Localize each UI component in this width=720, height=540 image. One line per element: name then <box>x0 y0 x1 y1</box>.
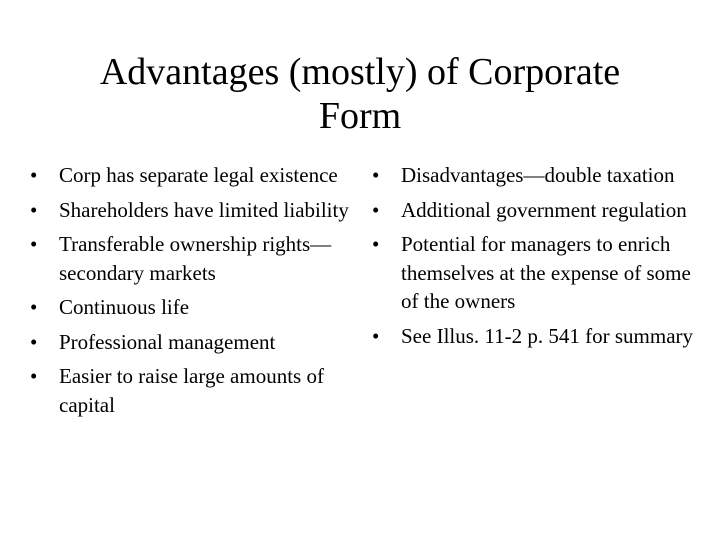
bullet-icon: • <box>30 364 38 388</box>
disadvantage-text: Disadvantages—double taxation <box>401 163 675 187</box>
advantage-text: Professional management <box>59 329 276 354</box>
disadvantage-item <box>372 230 710 316</box>
advantage-text: Transferable ownership rights—secondary markets <box>59 232 332 285</box>
slide-title-line-1: Advantages (mostly) of Corporate <box>99 51 621 93</box>
advantages-list <box>30 161 360 425</box>
bullet-icon: • <box>30 163 38 187</box>
bullet-icon: • <box>30 232 38 256</box>
bullet-icon: • <box>372 197 380 222</box>
disadvantage-text: Potential for managers to enrich themselves at the expense of some of the owners <box>401 232 691 313</box>
bullet-icon: • <box>372 163 380 187</box>
advantage-item <box>30 328 360 357</box>
disadvantage-item <box>372 322 710 351</box>
advantage-text: Shareholders have limited liability <box>59 197 349 222</box>
advantage-text: Easier to raise large amounts of capital <box>59 364 324 417</box>
disadvantages-list <box>372 161 710 356</box>
disadvantage-item <box>372 161 710 190</box>
advantage-item <box>30 362 360 419</box>
advantage-item <box>30 230 360 287</box>
slide-title <box>0 50 720 138</box>
advantage-item <box>30 293 360 322</box>
disadvantage-item <box>372 196 710 225</box>
slide-title-line-2: Form <box>318 95 402 137</box>
advantage-text: Continuous life <box>59 295 190 319</box>
bullet-icon: • <box>30 329 38 354</box>
bullet-icon: • <box>30 197 38 222</box>
bullet-icon: • <box>30 295 38 319</box>
bullet-icon: • <box>372 232 380 256</box>
advantage-text: Corp has separate legal existence <box>59 163 338 187</box>
disadvantage-text: Additional government regulation <box>401 197 687 222</box>
advantage-item <box>30 161 360 190</box>
disadvantage-text: See Illus. 11-2 p. 541 for summary <box>401 323 694 348</box>
advantage-item <box>30 196 360 225</box>
bullet-icon: • <box>372 323 380 348</box>
